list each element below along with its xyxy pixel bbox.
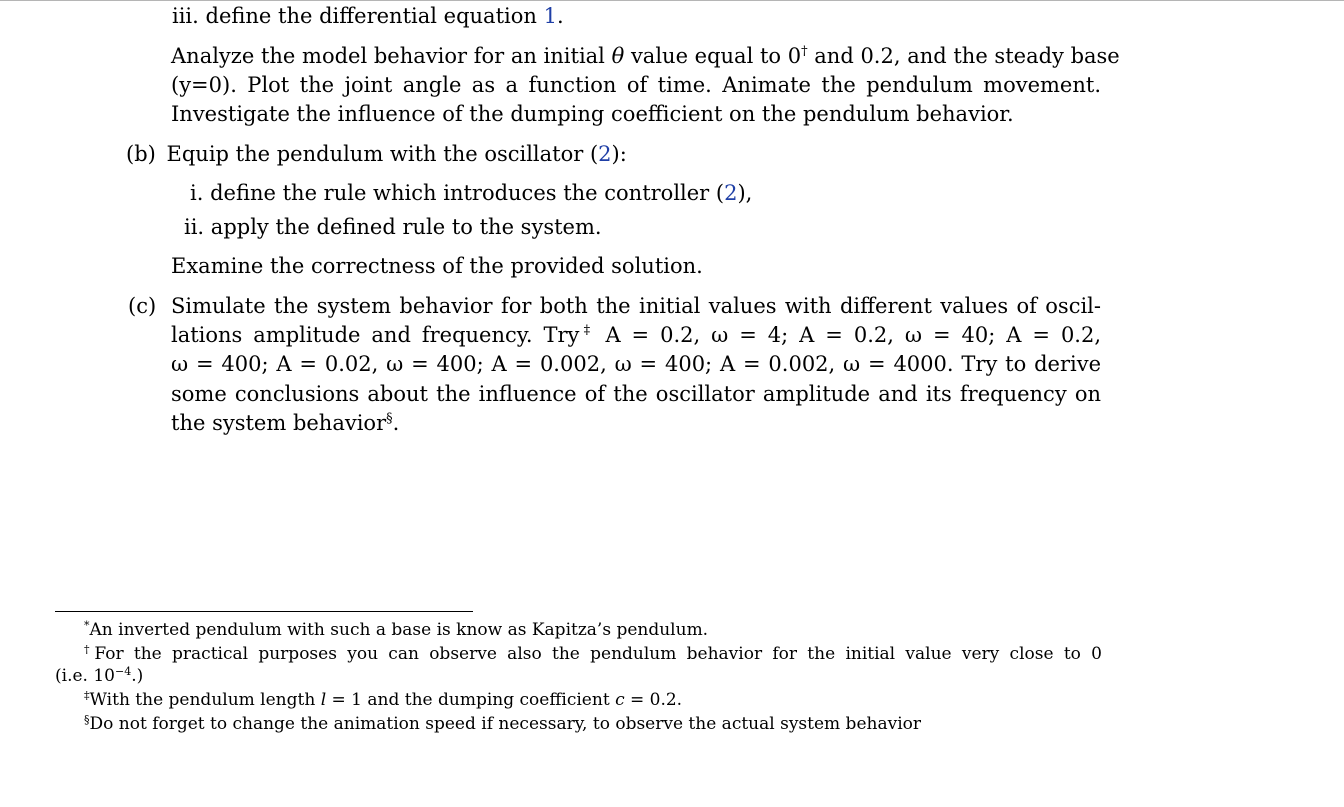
page-top-border — [0, 0, 1344, 1]
item-c-line-2-b: A = 0.2, ω = 4; A = 0.2, ω = 40; A = 0.2, — [605, 323, 1102, 347]
footnote-3-text-b: = 1 and the dumping coefficient — [331, 690, 610, 710]
step-iii — [172, 4, 564, 28]
theta-symbol: θ — [611, 44, 625, 68]
item-b-text: Equip the pendulum with the oscillator ( — [166, 142, 599, 166]
equation-ref-1[interactable]: 1 — [543, 4, 557, 28]
footnote-2-line-2-a: (i.e. 10 — [55, 666, 115, 686]
analyze-line-1 — [171, 44, 1120, 68]
footnote-2-line-2-b: .) — [131, 666, 144, 686]
footnote-4-mark: § — [84, 713, 90, 726]
ddagger-ref: ‡ — [579, 323, 595, 338]
footnote-1-text: An inverted pendulum with such a base is know as Kapitza’s pendulum. — [89, 620, 709, 640]
footnote-2-line-1 — [84, 644, 1102, 664]
item-c-line-2-a: lations amplitude and frequency. Try — [171, 323, 580, 347]
footnote-2-text-line-1: For the practical purposes you can observe also the pendulum behavior for the initial value very close to 0 — [94, 644, 1102, 664]
sub-i-label: i. — [190, 181, 204, 205]
item-c-line-4: some conclusions about the influence of the oscillator amplitude and its frequency on — [171, 382, 1101, 406]
analyze-line-1-b: value equal to 0 — [630, 44, 802, 68]
analyze-line-3: Investigate the influence of the dumping coefficient on the pendulum behavior. — [171, 102, 1014, 126]
footnote-2-exponent: −4 — [114, 665, 132, 678]
section-ref: § — [386, 411, 393, 426]
item-b-end: ): — [611, 142, 627, 166]
item-c-line-3: ω = 400; A = 0.02, ω = 400; A = 0.002, ω = 400; A = 0.002, ω = 4000. Try to derive — [171, 352, 1101, 376]
analyze-line-2: (y=0). Plot the joint angle as a function of time. Animate the pendulum movement. — [171, 73, 1101, 97]
equation-ref-2b[interactable]: 2 — [724, 181, 738, 205]
coefficient-symbol: c — [615, 690, 625, 710]
footnote-1-mark: * — [84, 619, 90, 632]
footnote-3-mark: ‡ — [84, 689, 90, 702]
footnote-3-text-c: = 0.2. — [630, 690, 683, 710]
item-c-line-5-end: . — [392, 411, 400, 435]
item-c-line-1: Simulate the system behavior for both the initial values with different values of oscil- — [171, 294, 1101, 318]
sub-i-end: ), — [737, 181, 753, 205]
sub-i-text: define the rule which introduces the controller ( — [210, 181, 725, 205]
examine-text: Examine the correctness of the provided solution. — [171, 254, 703, 278]
item-b-sub-ii — [184, 215, 602, 239]
footnote-2-line-2 — [55, 666, 143, 686]
footnote-divider — [55, 611, 473, 612]
analyze-line-1-c: and 0.2, and the steady base — [814, 44, 1120, 68]
sub-ii-text: apply the defined rule to the system. — [210, 215, 602, 239]
footnote-4 — [84, 714, 921, 734]
item-c-line-5-a: the system behavior — [171, 411, 387, 435]
footnote-3 — [84, 690, 682, 710]
footnote-2-mark: † — [84, 643, 95, 656]
step-iii-label: iii. — [172, 4, 199, 28]
item-b-label: (b) — [126, 142, 156, 166]
equation-ref-2[interactable]: 2 — [598, 142, 612, 166]
footnote-1 — [84, 620, 708, 640]
footnote-4-text: Do not forget to change the animation speed if necessary, to observe the actual system behavior — [89, 714, 921, 734]
dagger-ref: † — [801, 44, 808, 59]
step-iii-end: . — [556, 4, 564, 28]
analyze-line-1-a: Analyze the model behavior for an initial — [171, 44, 605, 68]
item-c-label: (c) — [128, 294, 157, 318]
sub-ii-label: ii. — [184, 215, 205, 239]
item-c-line-2 — [171, 323, 1101, 347]
item-c-line-5 — [171, 411, 399, 435]
step-iii-text: define the differential equation — [205, 4, 537, 28]
item-b-sub-i — [190, 181, 752, 205]
item-b — [126, 142, 627, 166]
length-symbol: l — [320, 690, 327, 710]
footnote-3-text-a: With the pendulum length — [89, 690, 316, 710]
